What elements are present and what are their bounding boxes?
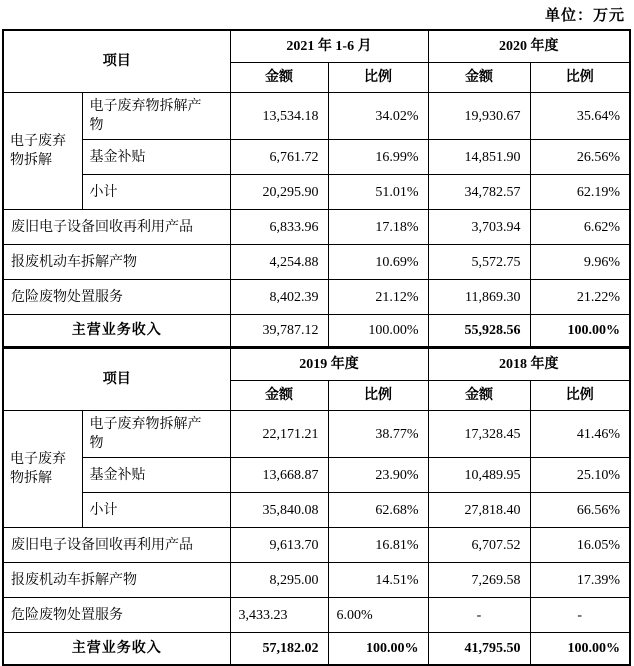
amount-cell: 6,833.96 bbox=[230, 210, 328, 245]
category-label-cell: 废旧电子设备回收再利用产品 bbox=[3, 528, 230, 563]
table-row bbox=[3, 280, 630, 315]
ratio-cell: 9.96% bbox=[530, 245, 630, 280]
ratio-cell: 66.56% bbox=[530, 493, 630, 528]
ratio-cell: 16.99% bbox=[328, 140, 428, 175]
ratio-cell: 17.18% bbox=[328, 210, 428, 245]
total-row bbox=[3, 633, 630, 666]
amount-cell: 8,402.39 bbox=[230, 280, 328, 315]
group-label-cell: 电子废弃物拆解 bbox=[3, 93, 82, 210]
amount-cell: 6,707.52 bbox=[428, 528, 530, 563]
total-amount-cell: 57,182.02 bbox=[230, 633, 328, 666]
item-label-cell: 电子废弃物拆解产物 bbox=[82, 93, 230, 140]
ratio-header-cell: 比例 bbox=[328, 381, 428, 411]
revenue-table bbox=[2, 29, 631, 666]
amount-header-cell: 金额 bbox=[230, 63, 328, 93]
table-row bbox=[3, 563, 630, 598]
item-label-cell: 基金补贴 bbox=[82, 458, 230, 493]
ratio-cell: 17.39% bbox=[530, 563, 630, 598]
table-row bbox=[3, 411, 630, 458]
amount-cell: 19,930.67 bbox=[428, 93, 530, 140]
ratio-cell: 62.68% bbox=[328, 493, 428, 528]
amount-cell: 27,818.40 bbox=[428, 493, 530, 528]
ratio-cell: 10.69% bbox=[328, 245, 428, 280]
ratio-cell: 6.00% bbox=[328, 598, 428, 633]
table-header-row bbox=[3, 348, 630, 381]
ratio-cell: 16.81% bbox=[328, 528, 428, 563]
total-amount-cell: 39,787.12 bbox=[230, 315, 328, 348]
amount-cell: 8,295.00 bbox=[230, 563, 328, 598]
table-header-row bbox=[3, 30, 630, 63]
table-row bbox=[3, 598, 630, 633]
category-label-cell: 危险废物处置服务 bbox=[3, 280, 230, 315]
amount-cell: 20,295.90 bbox=[230, 175, 328, 210]
category-label-cell: 报废机动车拆解产物 bbox=[3, 563, 230, 598]
table-row bbox=[3, 210, 630, 245]
item-header-cell: 项目 bbox=[3, 30, 230, 93]
table-row bbox=[3, 528, 630, 563]
group-label-cell: 电子废弃物拆解 bbox=[3, 411, 82, 528]
category-label-cell: 废旧电子设备回收再利用产品 bbox=[3, 210, 230, 245]
amount-cell: 14,851.90 bbox=[428, 140, 530, 175]
table-row bbox=[3, 493, 630, 528]
ratio-cell: 14.51% bbox=[328, 563, 428, 598]
ratio-header-cell: 比例 bbox=[530, 63, 630, 93]
category-label-cell: 报废机动车拆解产物 bbox=[3, 245, 230, 280]
table-row bbox=[3, 140, 630, 175]
table-row bbox=[3, 458, 630, 493]
amount-cell: 10,489.95 bbox=[428, 458, 530, 493]
amount-cell: 13,668.87 bbox=[230, 458, 328, 493]
ratio-cell: 34.02% bbox=[328, 93, 428, 140]
total-label-cell: 主营业务收入 bbox=[3, 633, 230, 666]
total-label-cell: 主营业务收入 bbox=[3, 315, 230, 348]
total-ratio-cell: 100.00% bbox=[530, 633, 630, 666]
table-row bbox=[3, 93, 630, 140]
unit-label: 单位：万元 bbox=[544, 8, 625, 24]
item-label-cell: 基金补贴 bbox=[82, 140, 230, 175]
period-header-2020: 2020 年度 bbox=[428, 30, 630, 63]
item-label-cell: 电子废弃物拆解产物 bbox=[82, 411, 230, 458]
item-label-cell: 小计 bbox=[82, 175, 230, 210]
ratio-cell: 38.77% bbox=[328, 411, 428, 458]
amount-cell: - bbox=[428, 598, 530, 633]
amount-cell: 13,534.18 bbox=[230, 93, 328, 140]
amount-header-cell: 金额 bbox=[428, 381, 530, 411]
amount-cell: 11,869.30 bbox=[428, 280, 530, 315]
amount-cell: 6,761.72 bbox=[230, 140, 328, 175]
ratio-cell: 25.10% bbox=[530, 458, 630, 493]
period-header-2021: 2021 年 1-6 月 bbox=[230, 30, 428, 63]
amount-cell: 9,613.70 bbox=[230, 528, 328, 563]
table-row bbox=[3, 245, 630, 280]
amount-cell: 34,782.57 bbox=[428, 175, 530, 210]
ratio-cell: 26.56% bbox=[530, 140, 630, 175]
total-amount-cell: 55,928.56 bbox=[428, 315, 530, 348]
table-row bbox=[3, 175, 630, 210]
amount-header-cell: 金额 bbox=[428, 63, 530, 93]
ratio-cell: 6.62% bbox=[530, 210, 630, 245]
amount-cell: 35,840.08 bbox=[230, 493, 328, 528]
ratio-header-cell: 比例 bbox=[328, 63, 428, 93]
item-label-cell: 小计 bbox=[82, 493, 230, 528]
item-header-cell: 项目 bbox=[3, 348, 230, 411]
total-row bbox=[3, 315, 630, 348]
total-ratio-cell: 100.00% bbox=[328, 633, 428, 666]
ratio-cell: 51.01% bbox=[328, 175, 428, 210]
ratio-cell: 23.90% bbox=[328, 458, 428, 493]
ratio-cell: 62.19% bbox=[530, 175, 630, 210]
category-label-cell: 危险废物处置服务 bbox=[3, 598, 230, 633]
amount-cell: 3,433.23 bbox=[230, 598, 328, 633]
ratio-cell: 35.64% bbox=[530, 93, 630, 140]
ratio-cell: 21.22% bbox=[530, 280, 630, 315]
total-ratio-cell: 100.00% bbox=[530, 315, 630, 348]
period-header-2019: 2019 年度 bbox=[230, 348, 428, 381]
amount-header-cell: 金额 bbox=[230, 381, 328, 411]
ratio-cell: 21.12% bbox=[328, 280, 428, 315]
amount-cell: 17,328.45 bbox=[428, 411, 530, 458]
total-ratio-cell: 100.00% bbox=[328, 315, 428, 348]
period-header-2018: 2018 年度 bbox=[428, 348, 630, 381]
ratio-cell: - bbox=[530, 598, 630, 633]
ratio-header-cell: 比例 bbox=[530, 381, 630, 411]
amount-cell: 5,572.75 bbox=[428, 245, 530, 280]
amount-cell: 4,254.88 bbox=[230, 245, 328, 280]
amount-cell: 3,703.94 bbox=[428, 210, 530, 245]
amount-cell: 22,171.21 bbox=[230, 411, 328, 458]
total-amount-cell: 41,795.50 bbox=[428, 633, 530, 666]
ratio-cell: 41.46% bbox=[530, 411, 630, 458]
amount-cell: 7,269.58 bbox=[428, 563, 530, 598]
ratio-cell: 16.05% bbox=[530, 528, 630, 563]
